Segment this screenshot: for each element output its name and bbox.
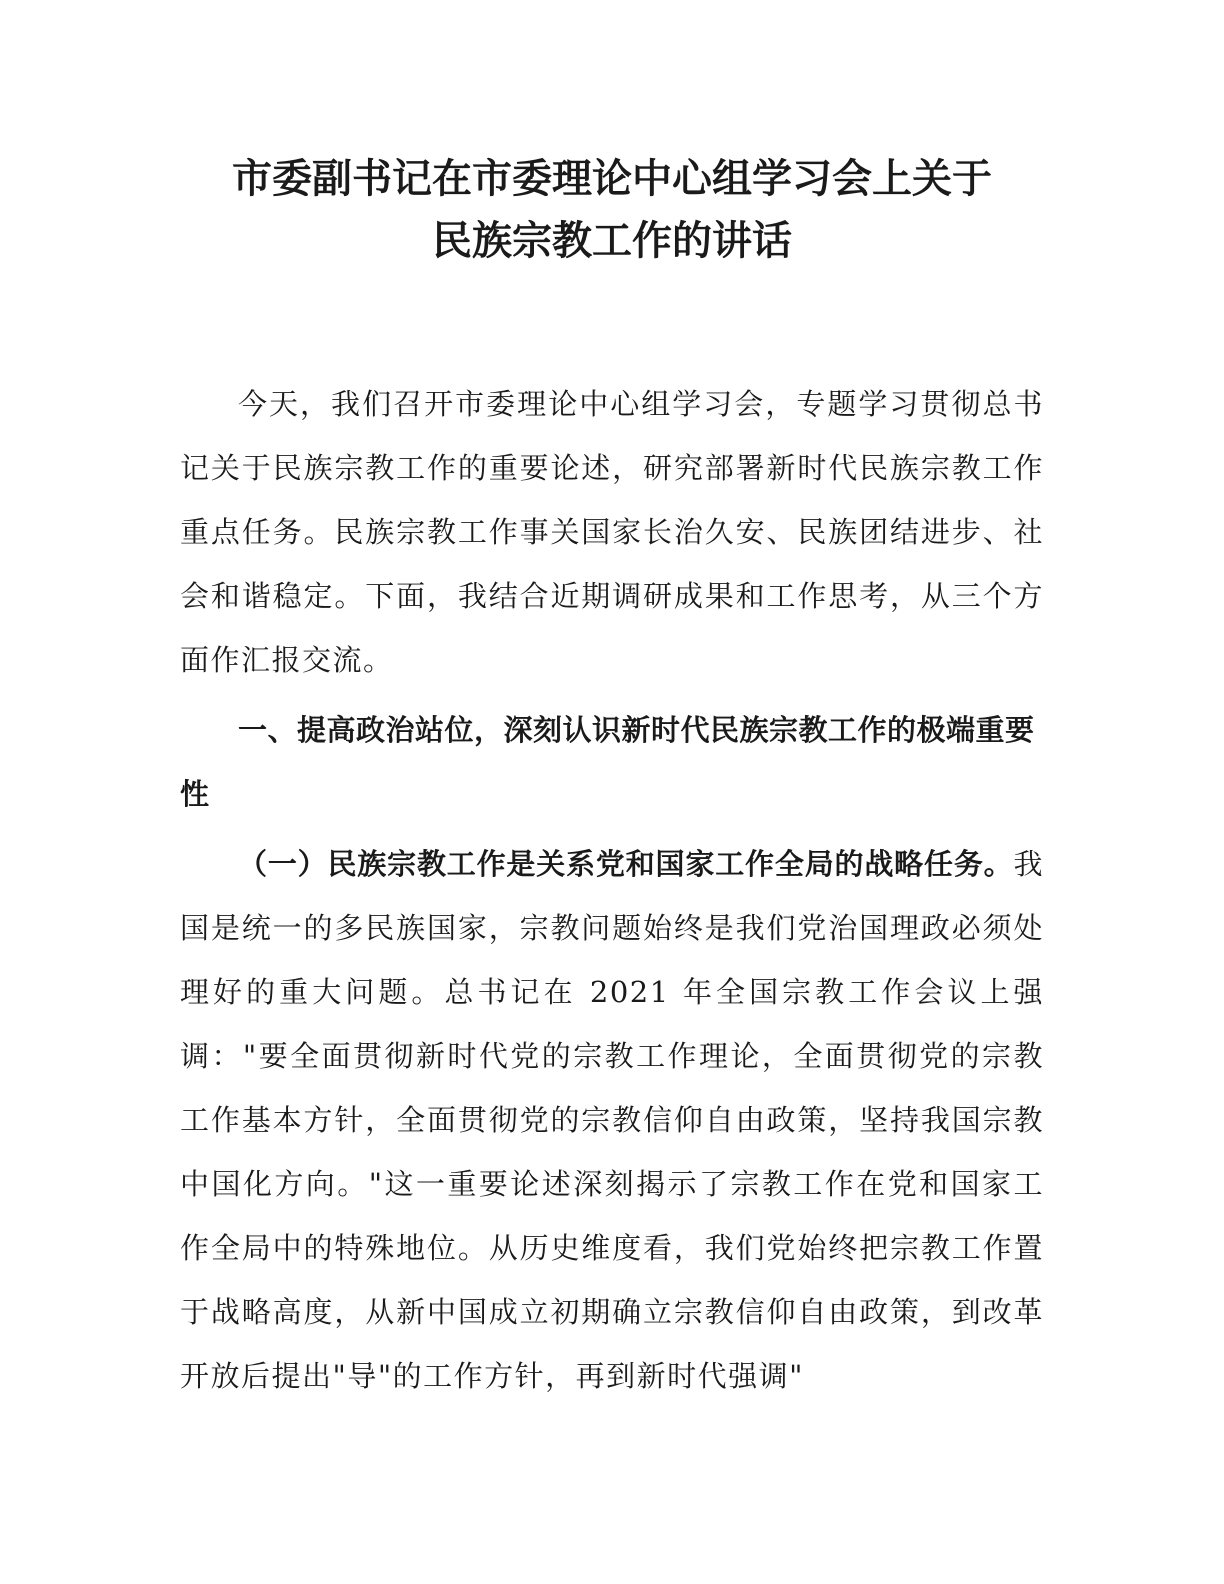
- document-title-line-2: 民族宗教工作的讲话: [432, 218, 792, 264]
- document-title: [180, 148, 1044, 272]
- section-1-heading: 一、提高政治站位，深刻认识新时代民族宗教工作的极端重要性: [180, 713, 1035, 811]
- document-title-line-1: 市委副书记在市委理论中心组学习会上关于: [232, 156, 992, 202]
- subsection-1-lead: （一）民族宗教工作是关系党和国家工作全局的战略任务。: [238, 847, 1014, 881]
- subsection-1-paragraph: [180, 832, 1044, 1408]
- intro-paragraph: 今天，我们召开市委理论中心组学习会，专题学习贯彻总书记关于民族宗教工作的重要论述，研究部署新时代民族宗教工作重点任务。民族宗教工作事关国家长治久安、民族团结进步、社会和谐稳定。下面，我结合近期调研成果和工作思考，从三个方面作汇报交流。: [180, 387, 1044, 677]
- subsection-1-body: 我国是统一的多民族国家，宗教问题始终是我们党治国理政必须处理好的重大问题。总书记在 2021 年全国宗教工作会议上强调："要全面贯彻新时代党的宗教工作理论，全面贯彻党的宗教工作基本方针，全面贯彻党的宗教信仰自由政策，坚持我国宗教中国化方向。"这一重要论述深刻揭示了宗教工作在党和国家工作全局中的特殊地位。从历史维度看，我们党始终把宗教工作置于战略高度，从新中国成立初期确立宗教信仰自由政策，到改革开放后提出"导"的工作方针，再到新时代强调": [180, 847, 1044, 1393]
